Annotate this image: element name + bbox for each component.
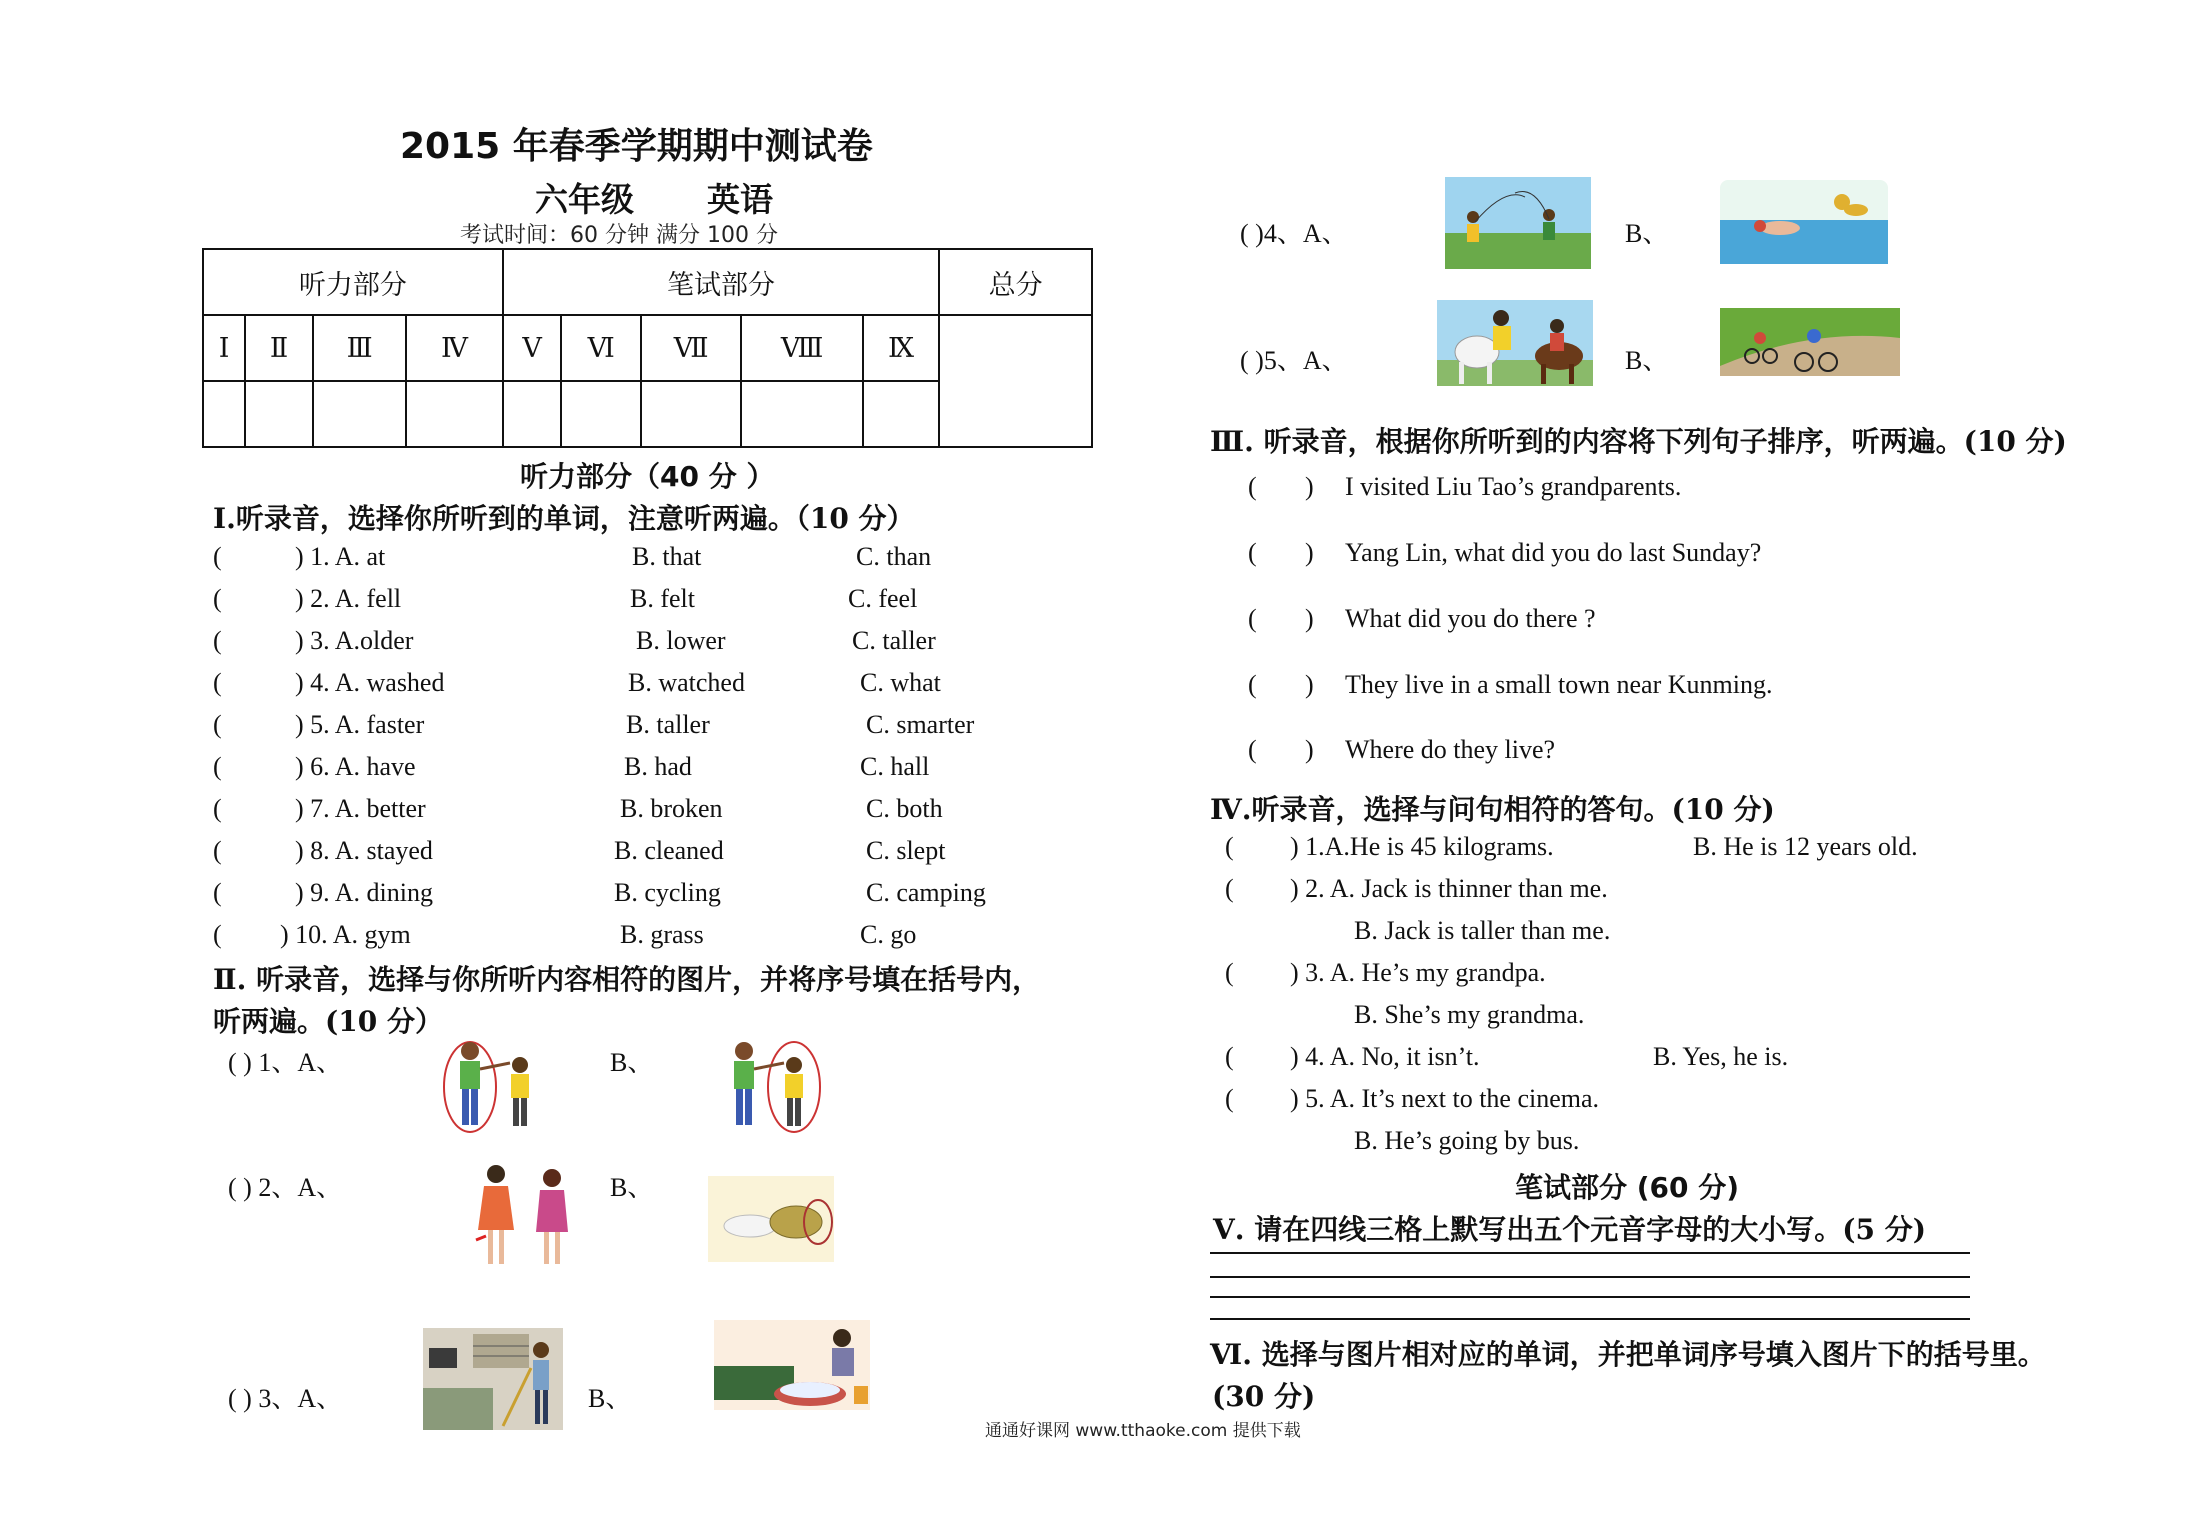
- answer-paren[interactable]: (: [1225, 874, 1234, 903]
- section-2-item-5-b: B、: [1625, 346, 1669, 375]
- score-col-3: Ⅲ: [313, 315, 406, 381]
- section-1-item-10: ) 10. A. gym: [280, 920, 411, 949]
- section-4-item-4-b: B. Yes, he is.: [1653, 1042, 1789, 1071]
- answer-paren[interactable]: (: [213, 920, 222, 949]
- section-4-item-2-b: B. Jack is taller than me.: [1354, 916, 1611, 945]
- section-2-item-1-b: B、: [610, 1048, 654, 1077]
- score-header-total: 总分: [939, 249, 1092, 315]
- score-col-4: Ⅳ: [406, 315, 503, 381]
- section-1-item-8: ) 8. A. stayed: [295, 836, 433, 865]
- section-1-item-7-option-c: C. both: [866, 794, 943, 823]
- section-6-title-1: Ⅵ. 选择与图片相对应的单词，并把单词序号填入图片下的括号里。: [1210, 1338, 2046, 1371]
- grade-subject: [535, 174, 773, 221]
- washing-clothes-picture-b[interactable]: [714, 1320, 870, 1410]
- section-3-title: Ⅲ. 听录音，根据你所听到的内容将下列句子排序，听两遍。(10 分): [1210, 425, 2067, 458]
- section-1-item-1-option-b: B. that: [632, 542, 702, 571]
- answer-paren[interactable]: (: [213, 542, 222, 571]
- section-1-item-7-option-b: B. broken: [620, 794, 723, 823]
- listening-header: 听力部分（40 分 ）: [520, 460, 775, 493]
- score-header-listening: 听力部分: [203, 249, 503, 315]
- answer-paren[interactable]: (: [213, 584, 222, 613]
- two-kids-picture-b[interactable]: [714, 1035, 824, 1133]
- section-1-item-6: ) 6. A. have: [295, 752, 416, 781]
- section-3-item-3: What did you do there ?: [1345, 604, 1596, 633]
- score-col-1: Ⅰ: [203, 315, 245, 381]
- section-1-item-3: ) 3. A.older: [295, 626, 414, 655]
- score-col-6: Ⅵ: [561, 315, 641, 381]
- section-2-item-5: ( )5、A、: [1240, 346, 1348, 375]
- section-2-item-2-b: B、: [610, 1173, 654, 1202]
- section-1-item-10-option-c: C. go: [860, 920, 917, 949]
- answer-paren[interactable]: (: [1248, 538, 1257, 567]
- answer-paren[interactable]: (: [1248, 735, 1257, 764]
- two-girls-picture-a[interactable]: [468, 1160, 578, 1272]
- answer-paren-close: ): [1305, 538, 1314, 567]
- section-3-item-4: They live in a small town near Kunming.: [1345, 670, 1773, 699]
- two-kids-picture-a[interactable]: [440, 1035, 550, 1133]
- exam-info: 考试时间：60 分钟 满分 100 分: [460, 223, 778, 248]
- section-1-item-3-option-b: B. lower: [636, 626, 726, 655]
- writing-line: [1210, 1252, 1970, 1254]
- section-1-item-10-option-b: B. grass: [620, 920, 704, 949]
- answer-paren[interactable]: (: [213, 794, 222, 823]
- section-3-item-1: I visited Liu Tao’s grandparents.: [1345, 472, 1682, 501]
- answer-paren[interactable]: (: [1225, 1042, 1234, 1071]
- section-1-item-4-option-b: B. watched: [628, 668, 745, 697]
- section-1-item-7: ) 7. A. better: [295, 794, 426, 823]
- score-cell[interactable]: [406, 381, 503, 447]
- section-2-item-3: ( ) 3、A、: [228, 1384, 343, 1413]
- section-1-item-9-option-b: B. cycling: [614, 878, 721, 907]
- score-col-9: Ⅸ: [863, 315, 939, 381]
- answer-paren[interactable]: (: [213, 836, 222, 865]
- answer-paren-close: ): [1305, 604, 1314, 633]
- section-4-item-3-b: B. She’s my grandma.: [1354, 1000, 1585, 1029]
- section-4-item-1-a: ) 1.A.He is 45 kilograms.: [1290, 832, 1554, 861]
- footer-credit: 通通好课网 www.tthaoke.com 提供下载: [985, 1421, 1301, 1441]
- writing-line: [1210, 1296, 1970, 1298]
- answer-paren[interactable]: (: [213, 710, 222, 739]
- section-1-item-9: ) 9. A. dining: [295, 878, 433, 907]
- section-1-item-6-option-c: C. hall: [860, 752, 930, 781]
- score-cell[interactable]: [641, 381, 741, 447]
- score-cell[interactable]: [203, 381, 245, 447]
- score-cell[interactable]: [561, 381, 641, 447]
- section-1-item-8-option-b: B. cleaned: [614, 836, 724, 865]
- score-header-writing: 笔试部分: [503, 249, 939, 315]
- section-1-title: Ⅰ.听录音，选择你所听到的单词，注意听两遍。（10 分）: [213, 502, 915, 535]
- section-4-item-3-a: ) 3. A. He’s my grandpa.: [1290, 958, 1546, 987]
- section-2-item-3-b: B、: [588, 1384, 632, 1413]
- score-cell[interactable]: [503, 381, 562, 447]
- answer-paren[interactable]: (: [1248, 604, 1257, 633]
- section-4-item-5-b: B. He’s going by bus.: [1354, 1126, 1580, 1155]
- answer-paren[interactable]: (: [1225, 1084, 1234, 1113]
- section-4-item-4-a: ) 4. A. No, it isn’t.: [1290, 1042, 1480, 1071]
- swimming-picture-b[interactable]: [1720, 180, 1888, 264]
- section-1-item-8-option-c: C. slept: [866, 836, 946, 865]
- section-2-item-1: ( ) 1、A、: [228, 1048, 343, 1077]
- answer-paren-close: ): [1305, 670, 1314, 699]
- writing-line: [1210, 1318, 1970, 1320]
- section-1-item-2: ) 2. A. fell: [295, 584, 402, 613]
- score-cell[interactable]: [313, 381, 406, 447]
- cleaning-room-picture-a[interactable]: [423, 1328, 563, 1430]
- score-cell[interactable]: [245, 381, 313, 447]
- answer-paren-close: ): [1305, 735, 1314, 764]
- score-col-5: Ⅴ: [503, 315, 562, 381]
- section-4-item-5-a: ) 5. A. It’s next to the cinema.: [1290, 1084, 1600, 1113]
- cycling-picture-b[interactable]: [1720, 308, 1900, 376]
- score-cell[interactable]: [741, 381, 862, 447]
- score-col-8: Ⅷ: [741, 315, 862, 381]
- answer-paren[interactable]: (: [213, 752, 222, 781]
- section-2-item-4: ( )4、A、: [1240, 219, 1348, 248]
- score-col-2: Ⅱ: [245, 315, 313, 381]
- section-1-item-3-option-c: C. taller: [852, 626, 936, 655]
- section-1-item-5-option-c: C. smarter: [866, 710, 975, 739]
- section-2-item-4-b: B、: [1625, 219, 1669, 248]
- answer-paren[interactable]: (: [1248, 670, 1257, 699]
- answer-paren[interactable]: (: [1225, 958, 1234, 987]
- riding-horse-picture-a[interactable]: [1437, 300, 1593, 386]
- section-3-item-5: Where do they live?: [1345, 735, 1556, 764]
- section-1-item-5-option-b: B. taller: [626, 710, 710, 739]
- section-2-title-1: Ⅱ. 听录音，选择与你所听内容相符的图片，并将序号填在括号内，: [213, 963, 1041, 996]
- subject: 英语: [707, 180, 773, 219]
- section-4-title: Ⅳ.听录音，选择与问句相符的答句。(10 分): [1210, 793, 1775, 826]
- answer-paren[interactable]: (: [213, 626, 222, 655]
- section-3-item-2: Yang Lin, what did you do last Sunday?: [1345, 538, 1762, 567]
- score-table: [202, 248, 1093, 448]
- section-1-item-4: ) 4. A. washed: [295, 668, 445, 697]
- section-1-item-5: ) 5. A. faster: [295, 710, 425, 739]
- grade: 六年级: [535, 180, 634, 219]
- writing-header: 笔试部分 (60 分): [1515, 1171, 1740, 1204]
- section-1-item-1: ) 1. A. at: [295, 542, 386, 571]
- section-2-title-2: 听两遍。(10 分）: [213, 1005, 443, 1038]
- exam-title: 2015 年春季学期期中测试卷: [400, 126, 873, 167]
- shoes-picture-b[interactable]: [708, 1176, 834, 1262]
- score-col-7: Ⅶ: [641, 315, 741, 381]
- score-cell-total[interactable]: [939, 315, 1092, 447]
- score-cell[interactable]: [863, 381, 939, 447]
- section-5-title: Ⅴ. 请在四线三格上默写出五个元音字母的大小写。(5 分): [1213, 1213, 1926, 1246]
- section-1-item-2-option-b: B. felt: [630, 584, 695, 613]
- section-4-item-1-b: B. He is 12 years old.: [1693, 832, 1918, 861]
- section-1-item-4-option-c: C. what: [860, 668, 941, 697]
- answer-paren[interactable]: (: [213, 668, 222, 697]
- answer-paren[interactable]: (: [213, 878, 222, 907]
- answer-paren[interactable]: (: [1248, 472, 1257, 501]
- section-1-item-1-option-c: C. than: [856, 542, 932, 571]
- section-1-item-6-option-b: B. had: [624, 752, 692, 781]
- writing-line: [1210, 1276, 1970, 1278]
- section-6-title-2: (30 分): [1212, 1380, 1316, 1413]
- answer-paren[interactable]: (: [1225, 832, 1234, 861]
- fishing-picture-a[interactable]: [1445, 177, 1591, 269]
- section-1-item-9-option-c: C. camping: [866, 878, 986, 907]
- section-4-item-2-a: ) 2. A. Jack is thinner than me.: [1290, 874, 1608, 903]
- section-1-item-2-option-c: C. feel: [848, 584, 918, 613]
- answer-paren-close: ): [1305, 472, 1314, 501]
- section-2-item-2: ( ) 2、A、: [228, 1173, 343, 1202]
